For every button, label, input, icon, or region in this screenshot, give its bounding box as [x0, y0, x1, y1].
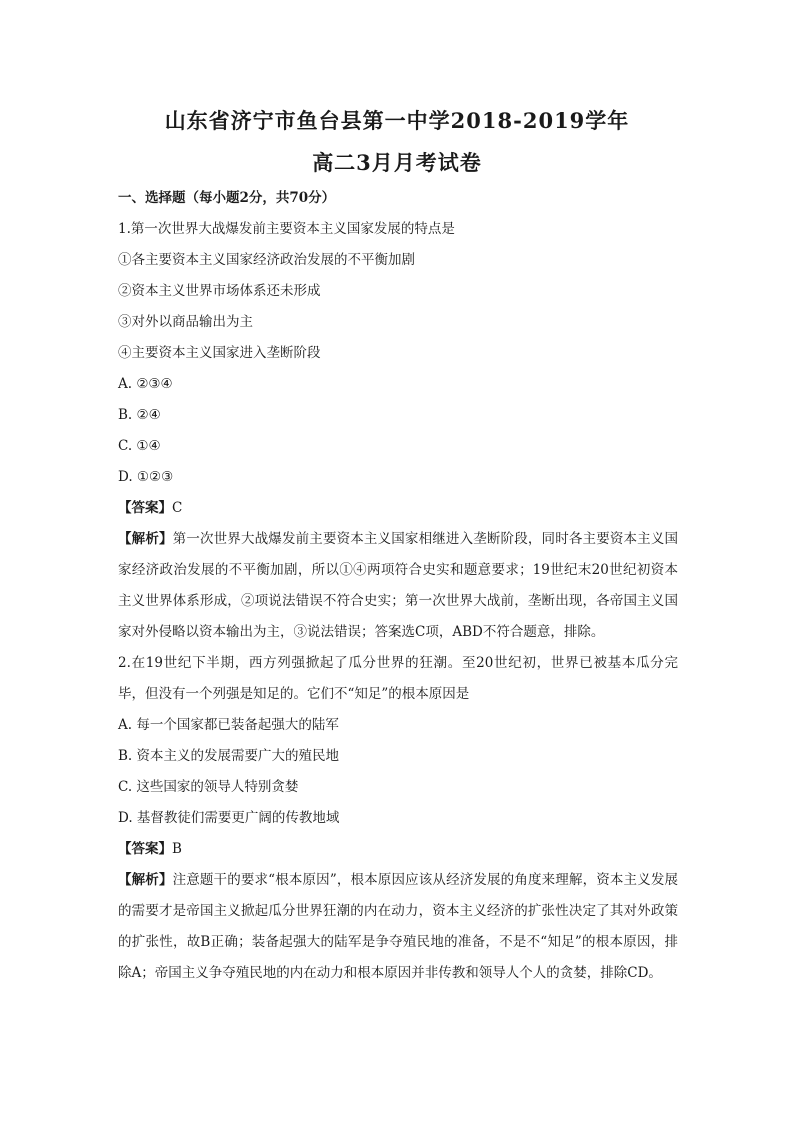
exam-content [118, 183, 678, 989]
option-c: C. ①④ [118, 438, 161, 454]
answer-value: C [172, 500, 183, 516]
analysis-text: 注意题干的要求“根本原因”，根本原因应该从经济发展的角度来理解，资本主义发展的需要才是帝国主义掀起瓜分世界狂潮的内在动力，资本主义经济的扩张性决定了其对外政策的扩张性，故B正确；装备起强大的陆军是争夺殖民地的准备，不是不“知足”的根本原因，排除A；帝国主义争夺殖民地的内在动力和根本原因并非传教和领导人个人的贪婪，排除CD。 [118, 872, 678, 981]
statement-3: ③对外以商品输出为主 [118, 314, 253, 330]
answer-line [118, 834, 678, 865]
option-c: C. 这些国家的领导人特别贪婪 [118, 779, 299, 795]
option-a: A. 每一个国家都已装备起强大的陆军 [118, 717, 339, 733]
statement-4: ④主要资本主义国家进入垄断阶段 [118, 345, 321, 361]
option-a: A. ②③④ [118, 376, 173, 392]
answer-tag: 【答案】 [118, 841, 172, 857]
exam-title-line1: 山东省济宁市鱼台县第一中学2018-2019学年 [164, 108, 630, 133]
analysis-text: 第一次世界大战爆发前主要资本主义国家相继进入垄断阶段，同时各主要资本主义国家经济政治发展的不平衡加剧，所以①④两项符合史实和题意要求；19世纪末20世纪初资本主义世界体系形成，②项说法错误不符合史实；第一次世界大战前，垄断出现，各帝国主义国家对外侵略以资本输出为主，③说法错误；答案选C项，ABD不符合题意，排除。 [118, 531, 679, 640]
option-d: D. 基督教徒们需要更广阔的传教地域 [118, 810, 340, 826]
analysis-paragraph [118, 865, 678, 989]
option-d: D. ①②③ [118, 469, 174, 485]
analysis-paragraph [118, 524, 678, 648]
statement-2: ②资本主义世界市场体系还未形成 [118, 283, 321, 299]
question-stem: 1.第一次世界大战爆发前主要资本主义国家发展的特点是 [118, 221, 455, 237]
answer-value: B [172, 841, 182, 857]
answer-tag: 【答案】 [118, 500, 172, 516]
option-b: B. 资本主义的发展需要广大的殖民地 [118, 748, 340, 764]
statement-1: ①各主要资本主义国家经济政治发展的不平衡加剧 [118, 252, 415, 268]
section-heading: 一、选择题（每小题2分，共70分） [118, 190, 336, 206]
analysis-tag: 【解析】 [118, 531, 173, 547]
analysis-tag: 【解析】 [118, 872, 173, 888]
answer-line [118, 493, 678, 524]
option-b: B. ②④ [118, 407, 161, 423]
exam-title-line2: 高二3月月考试卷 [312, 150, 482, 175]
question-2 [118, 648, 678, 989]
question-1 [118, 214, 678, 648]
question-stem: 2.在19世纪下半期，西方列强掀起了瓜分世界的狂潮。至20世纪初，世界已被基本瓜分完毕，但没有一个列强是知足的。它们不“知足”的根本原因是 [118, 655, 678, 702]
